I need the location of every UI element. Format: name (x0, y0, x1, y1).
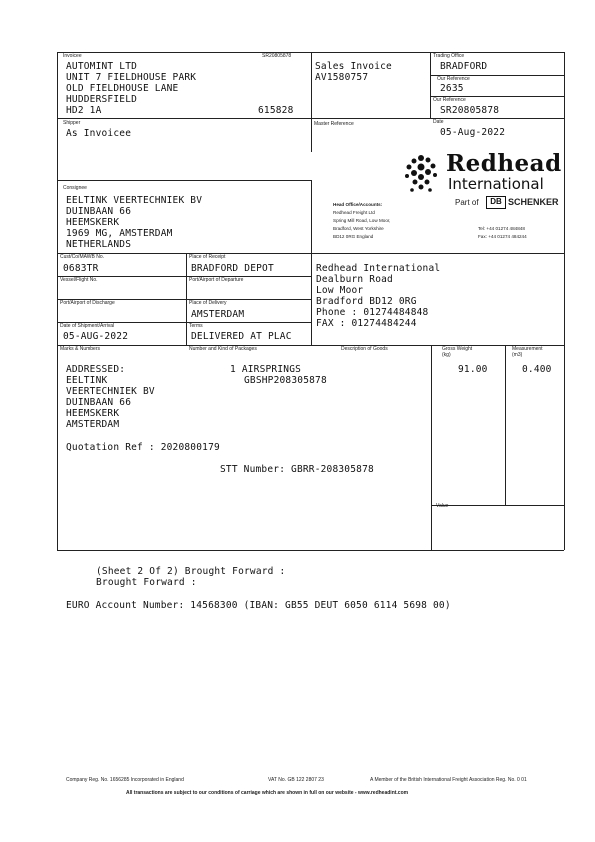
sheet-line-1: (Sheet 2 Of 2) Brought Forward : (96, 566, 286, 577)
logo-part-of: Part of (455, 198, 479, 207)
consignee-line-2: DUINBAAN 66 (66, 206, 132, 217)
invoicee-label: Invoicee (63, 53, 82, 59)
sheet-line-2: Brought Forward : (96, 577, 197, 588)
our-reference-no-label: Our Reference (437, 76, 470, 82)
logo-partner: SCHENKER (508, 197, 559, 207)
invoice-number: AV1580757 (315, 72, 369, 83)
redhead-logo-mark (400, 150, 442, 196)
head-office-line-4: BD12 0RG England (333, 234, 374, 239)
place-of-receipt-value: BRADFORD DEPOT (191, 263, 274, 274)
head-office-line-1: Redhead Freight Ltd (333, 210, 375, 215)
shipper-value: As Invoicee (66, 128, 132, 139)
number-kind-label: Number and Kind of Packages (189, 346, 257, 352)
invoicee-line-1: AUTOMINT LTD (66, 61, 138, 72)
date-shipment-label: Date of Shipment/Arrival (60, 323, 115, 329)
routing-right-line (311, 253, 312, 345)
invoicee-line-2: UNIT 7 FIELDHOUSE PARK (66, 72, 197, 83)
shipper-label: Shipper (63, 120, 81, 126)
goods-top-line (57, 345, 564, 346)
customs-no-value: 0683TR (63, 263, 99, 274)
consignee-line-4: 1969 MG, AMSTERDAM (66, 228, 173, 239)
invoicee-line-5: HD2 1A (66, 105, 102, 116)
master-reference-label: Master Reference (314, 121, 354, 127)
consignee-line-1: EELTINK VEERTECHNIEK BV (66, 195, 203, 206)
office-address-1: Redhead International (316, 263, 441, 274)
left-border (57, 52, 58, 550)
terms-value: DELIVERED AT PLAC (191, 331, 292, 342)
place-of-delivery-label: Place of Delivery (189, 300, 227, 306)
quotation-ref: Quotation Ref : 2020800179 (66, 442, 220, 453)
measurement-label: Measurement (m3) (512, 346, 543, 358)
consignee-line-5: NETHERLANDS (66, 239, 132, 250)
stt-number: STT Number: GBRR-208305878 (220, 464, 374, 475)
consignee-right-line (311, 180, 312, 253)
gross-weight-value: 91.00 (458, 364, 488, 375)
value-line (431, 505, 564, 506)
vessel-flight-label: Vessel/Flight No. (60, 277, 98, 283)
head-office-fax: Fax: +44 01274 484244 (478, 234, 527, 239)
marks-line-1: ADDRESSED: (66, 364, 126, 375)
office-address-5: Phone : 01274484848 (316, 307, 429, 318)
footer-vat: VAT No. GB 122 2807 23 (268, 777, 324, 783)
db-logo-icon: DB (486, 196, 506, 209)
gross-weight-label: Gross Weight (kg) (442, 346, 473, 358)
marks-line-4: DUINBAAN 66 (66, 397, 132, 408)
office-address-2: Dealburn Road (316, 274, 393, 285)
logo-brand: Redhead (446, 150, 562, 177)
description-label: Description of Goods (341, 346, 388, 352)
date-label: Date (433, 119, 444, 125)
date-value: 05-Aug-2022 (440, 127, 506, 138)
place-of-delivery-value: AMSTERDAM (191, 309, 245, 320)
our-reference-value: SR20805878 (440, 105, 500, 116)
our-reference-label: Our Reference (433, 97, 466, 103)
footer-terms: All transactions are subject to our conditions of carriage which are shown in full on our website - www.redheadint.com (126, 790, 409, 796)
measure-divider (505, 345, 506, 505)
weight-divider (431, 345, 432, 550)
shipper-top-line (57, 118, 311, 119)
package-line-2: GBSHP208305878 (244, 375, 327, 386)
head-office-title: Head Office/Accounts: (333, 202, 383, 207)
consignee-label: Consignee (63, 185, 87, 191)
place-of-receipt-label: Place of Receipt (189, 254, 226, 260)
invoicee-ref-label: SR20805878 (262, 53, 292, 59)
footer-member: A Member of the British International Freight Association Reg. No. 0 01 (370, 777, 527, 783)
euro-account: EURO Account Number: 14568300 (IBAN: GB55 DEUT 6050 6114 5698 00) (66, 600, 451, 611)
value-label: Value (436, 503, 449, 509)
terms-label: Terms (189, 323, 203, 329)
measurement-value: 0.400 (522, 364, 552, 375)
head-office-line-3: Bradford, West Yorkshire (333, 226, 384, 231)
invoicee-code: 615828 (258, 105, 294, 116)
marks-numbers-label: Marks & Numbers (60, 346, 101, 352)
footer-company-reg: Company Reg. No. 1656285 Incorporated in England (66, 777, 184, 783)
office-address-3: Low Moor (316, 285, 364, 296)
right-border (564, 52, 565, 550)
invoicee-line-3: OLD FIELDHOUSE LANE (66, 83, 179, 94)
office-address-4: Bradford BD12 0RG (316, 296, 417, 307)
invoice-type: Sales Invoice (315, 61, 392, 72)
goods-bottom-line (57, 550, 564, 551)
logo-sub: International (448, 175, 544, 193)
port-of-departure-label: Port/Airport of Departure (189, 277, 244, 283)
head-office-tel: Tel: +44 01274 484848 (478, 226, 525, 231)
trading-office-value: BRADFORD (440, 61, 488, 72)
port-of-discharge-label: Port/Airport of Discharge (60, 300, 115, 306)
marks-line-5: HEEMSKERK (66, 408, 120, 419)
customs-no-label: Cust/Co/MAWB No. (60, 254, 104, 260)
head-office-line-2: Spring Mill Road, Low Moor, (333, 218, 391, 223)
trading-office-label: Trading Office (433, 53, 465, 59)
office-divider (430, 52, 431, 118)
header-divider (311, 52, 312, 152)
invoicee-line-4: HUDDERSFIELD (66, 94, 138, 105)
consignee-top-line (57, 180, 311, 181)
trading-office-code: 2635 (440, 83, 464, 94)
marks-line-6: AMSTERDAM (66, 419, 120, 430)
marks-line-2: EELTINK (66, 375, 108, 386)
consignee-line-3: HEEMSKERK (66, 217, 120, 228)
office-address-6: FAX : 01274484244 (316, 318, 417, 329)
date-shipment-value: 05-AUG-2022 (63, 331, 129, 342)
marks-line-3: VEERTECHNIEK BV (66, 386, 155, 397)
package-line-1: 1 AIRSPRINGS (230, 364, 302, 375)
